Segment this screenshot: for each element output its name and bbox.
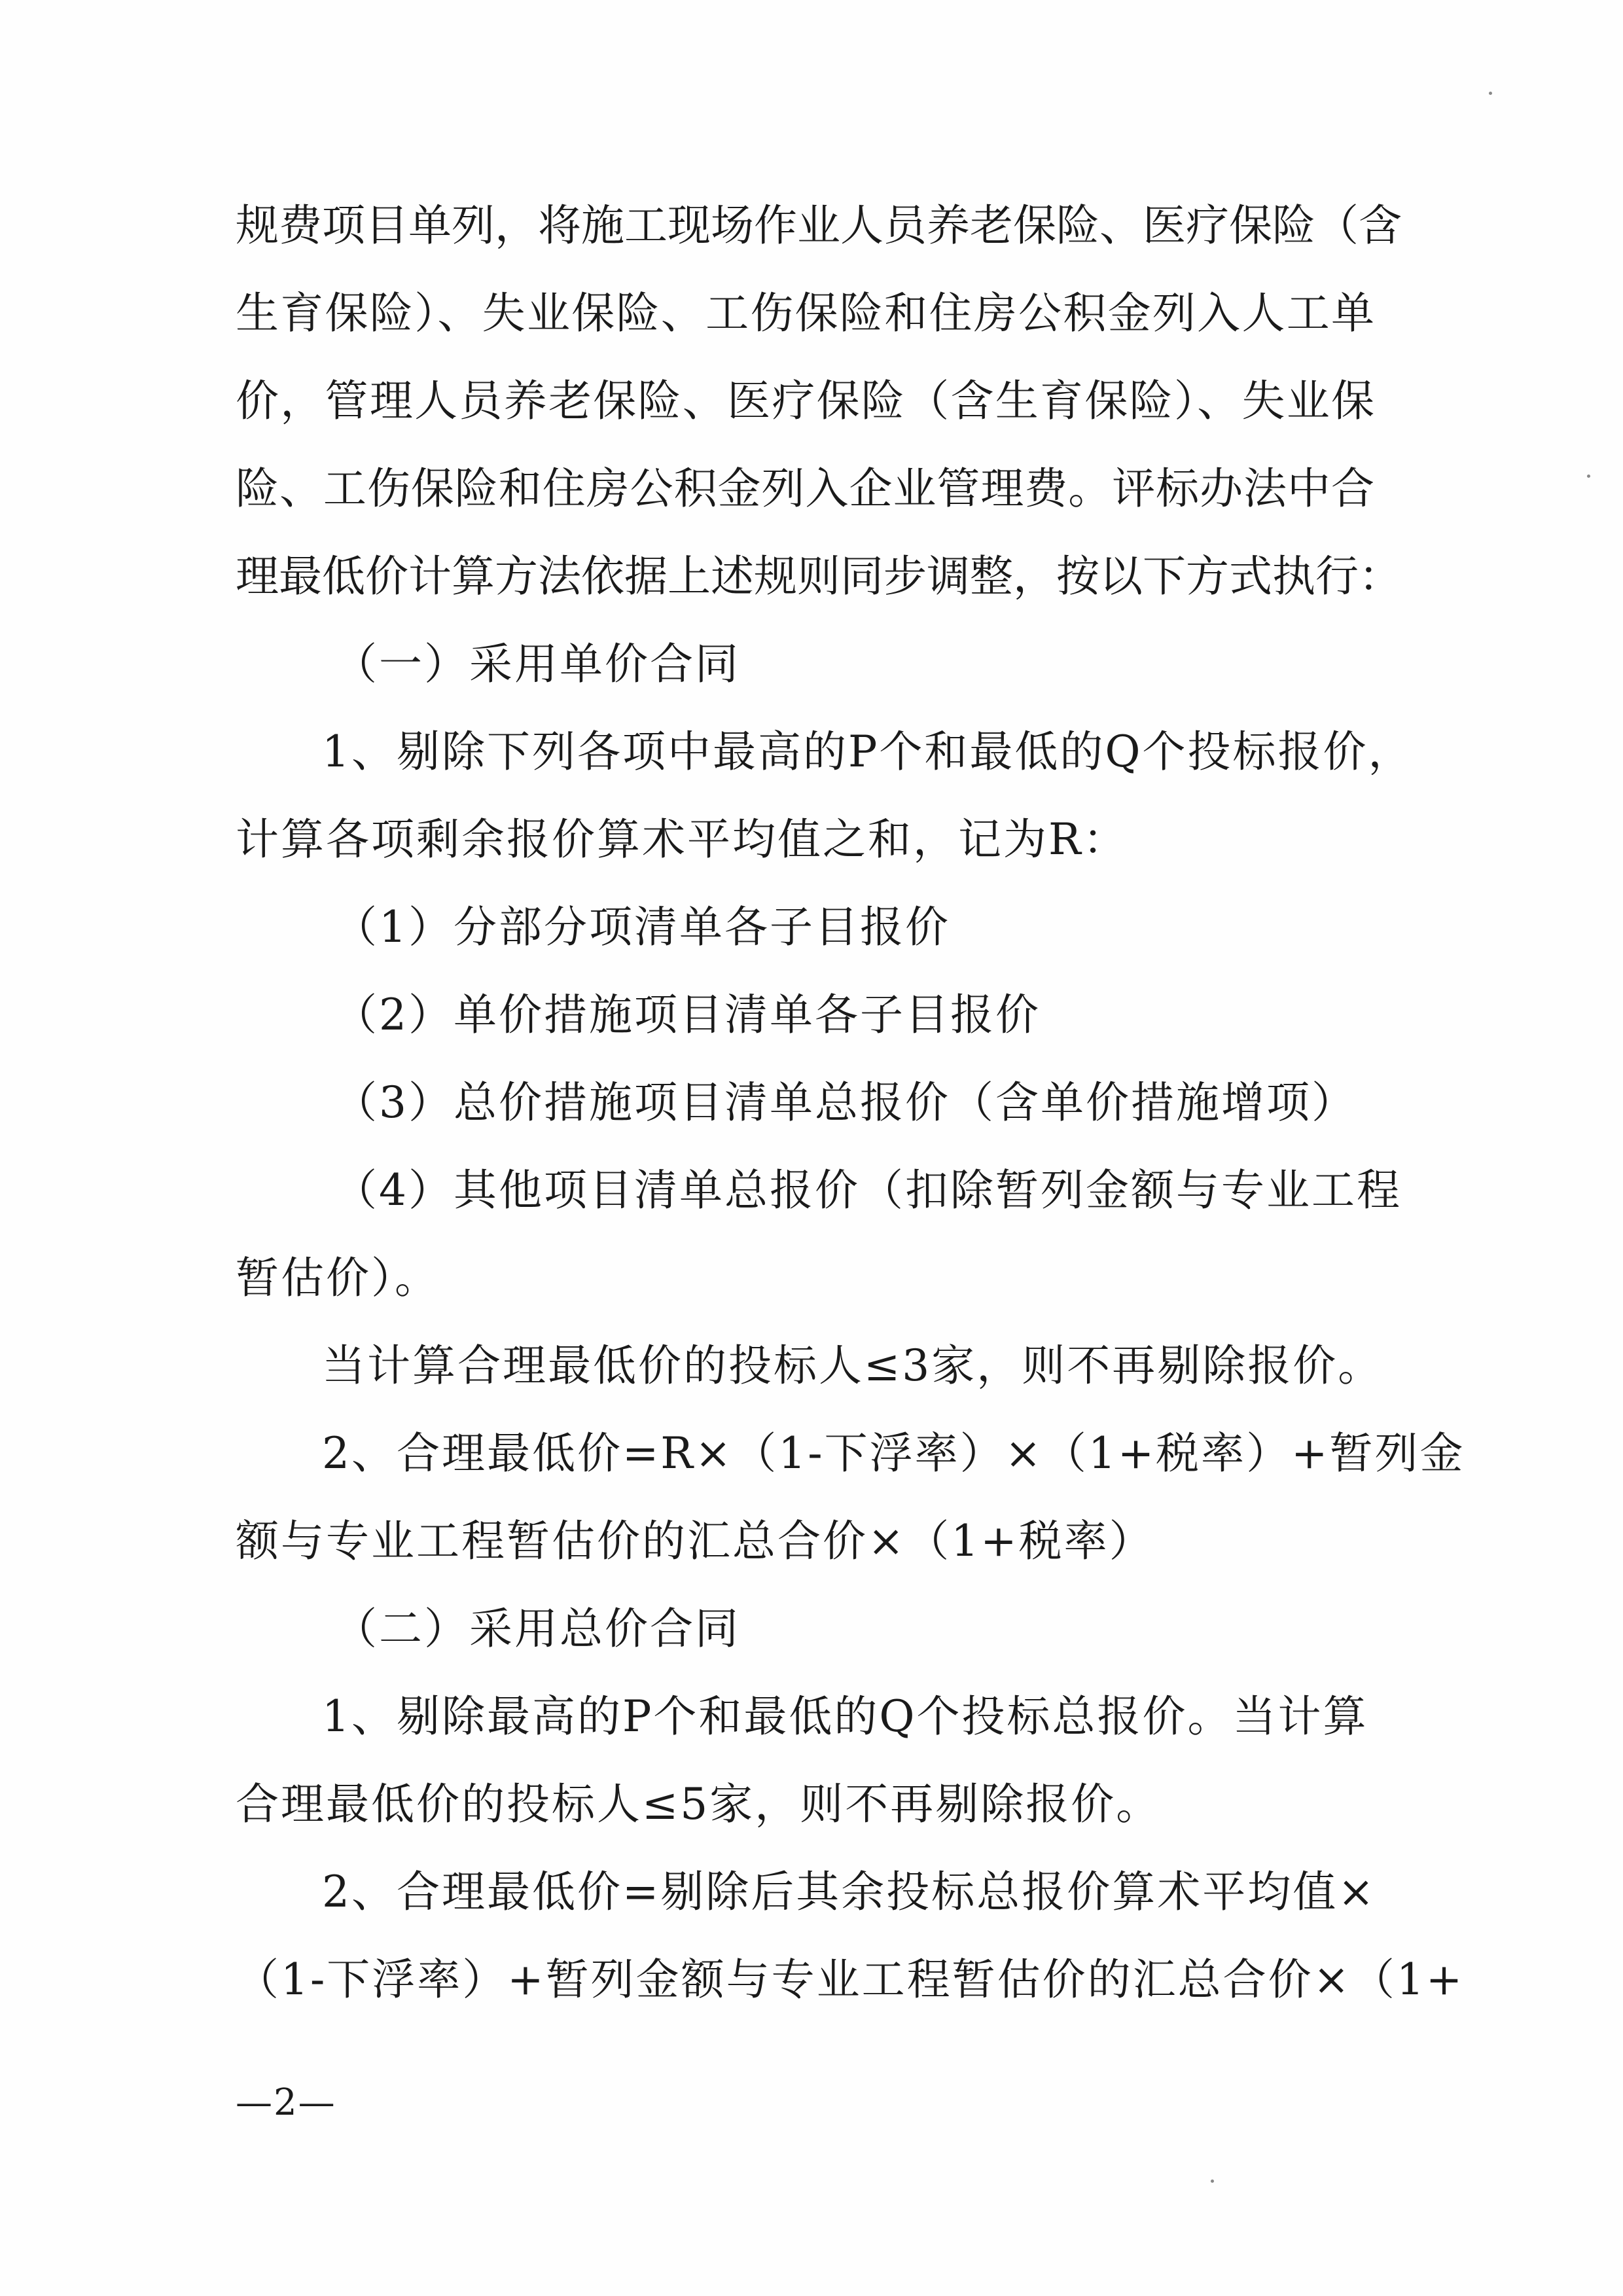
text-line: 1、剔除下列各项中最高的P个和最低的Q个投标报价， [322,726,1414,777]
text-line: 1、剔除最高的P个和最低的Q个投标总报价。当计算 [322,1691,1368,1742]
section-heading: （二）采用总价合同 [334,1604,740,1654]
text-line: 合理最低价的投标人≤5家，则不再剔除报价。 [236,1779,1162,1829]
text-line: 2、合理最低价=剔除后其余投标总报价算术平均值× [322,1867,1376,1917]
text-line: 规费项目单列，将施工现场作业人员养老保险、医疗保险（含 [236,200,1402,251]
text-line: 价，管理人员养老保险、医疗保险（含生育保险）、失业保 [236,376,1374,426]
text-line: 当计算合理最低价的投标人≤3家，则不再剔除报价。 [322,1340,1383,1391]
text-line: （1-下浮率）+暂列金额与专业工程暂估价的汇总合价×（1+ [236,1954,1465,2005]
list-item: （2）单价措施项目清单各子目报价 [334,990,1041,1040]
list-item: （1）分部分项清单各子目报价 [334,902,950,952]
section-heading: （一）采用单价合同 [334,639,740,689]
scan-speck [1211,2179,1214,2183]
document-body [236,182,1465,2024]
page-number: —2— [236,2081,336,2124]
list-item: （4）其他项目清单总报价（扣除暂列金额与专业工程 [334,1165,1402,1215]
scan-speck [1489,92,1492,95]
text-line: 理最低价计算方法依据上述规则同步调整，按以下方式执行： [236,551,1402,601]
text-line: 计算各项剩余报价算术平均值之和，记为R： [236,814,1128,865]
text-line: 额与专业工程暂估价的汇总合价×（1+税率） [236,1516,1154,1566]
text-line: 险、工伤保险和住房公积金列入企业管理费。评标办法中合 [236,463,1374,514]
list-item: （3）总价措施项目清单总报价（含单价措施增项） [334,1077,1357,1128]
scan-speck [1587,475,1590,478]
text-line: 2、合理最低价=R×（1-下浮率）×（1+税率）+暂列金 [322,1428,1465,1479]
text-line: 生育保险）、失业保险、工伤保险和住房公积金列入人工单 [236,288,1374,338]
text-line: 暂估价）。 [236,1253,440,1303]
